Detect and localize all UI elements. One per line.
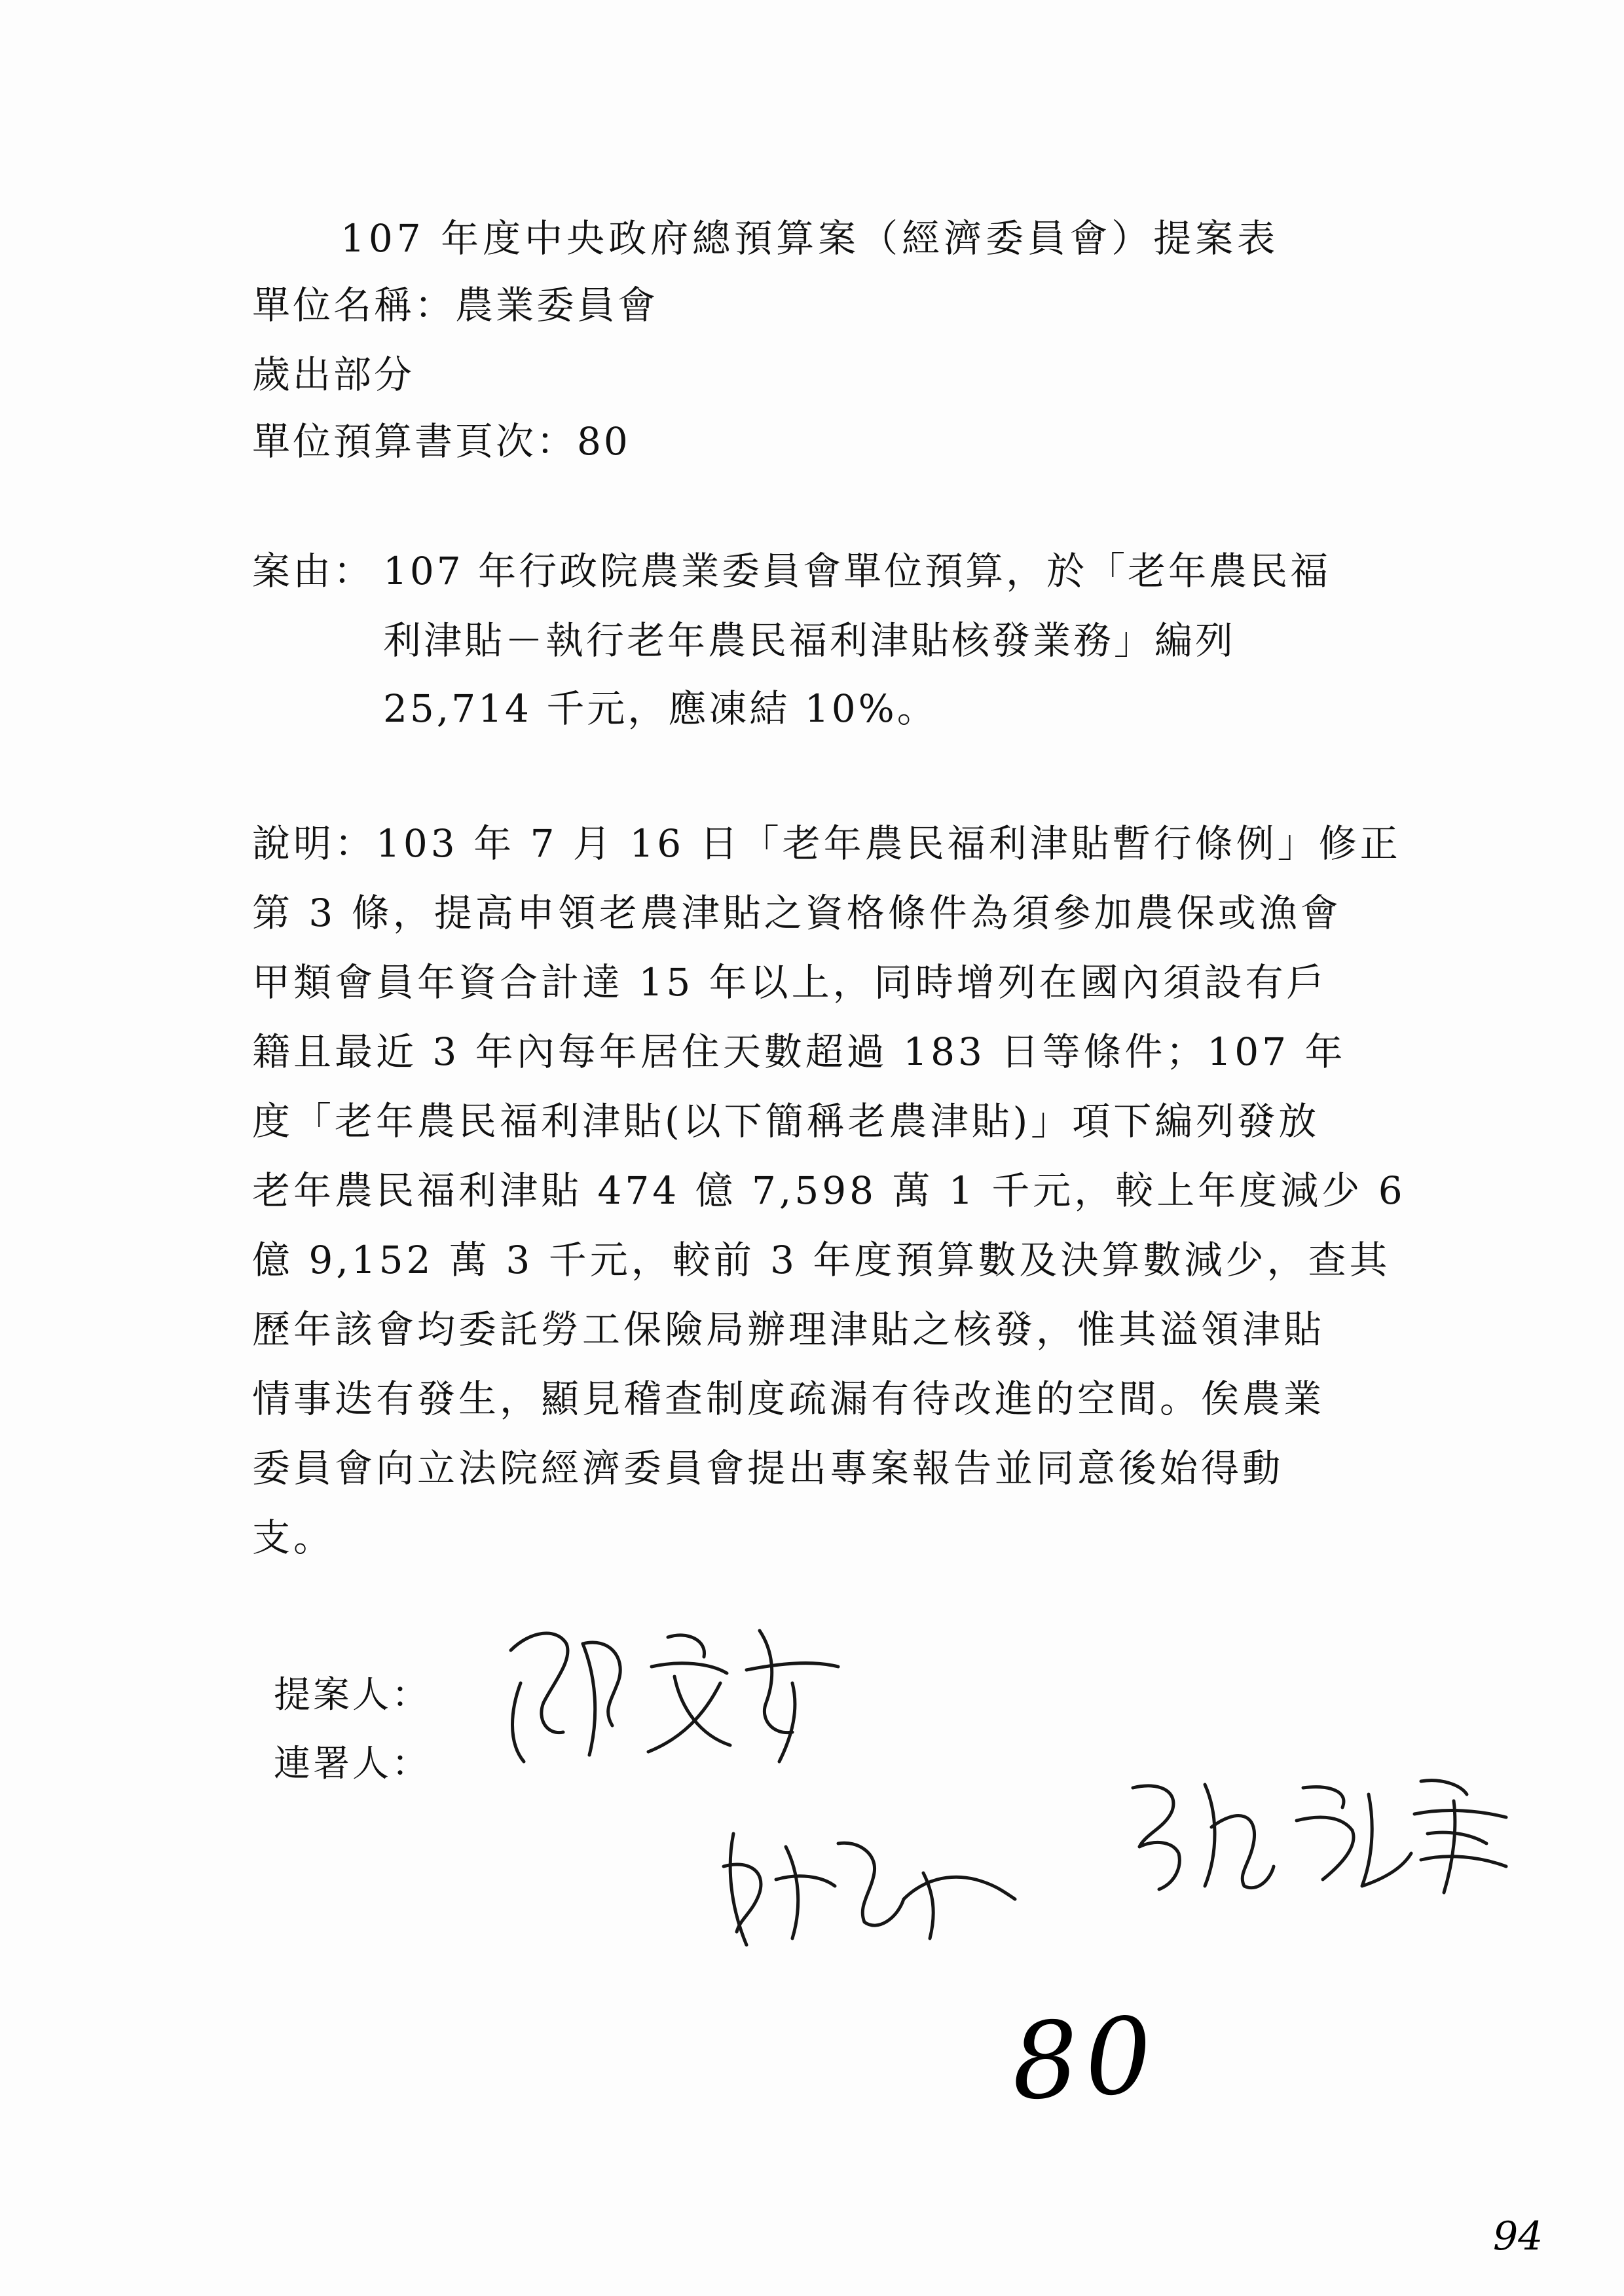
description-line-5: 度「老年農民福利津貼(以下簡稱老農津貼)」項下編列發放 bbox=[252, 1099, 1320, 1143]
description-line-10: 委員會向立法院經濟委員會提出專案報告並同意後始得動 bbox=[252, 1446, 1284, 1491]
budget-page-line: 單位預算書頁次：80 bbox=[252, 419, 631, 464]
description-line-8: 歷年該會均委託勞工保險局辦理津貼之核發，惟其溢領津貼 bbox=[252, 1307, 1325, 1352]
reason-line-3: 25,714 千元，應凍結 10%。 bbox=[383, 686, 938, 731]
description-line-3: 甲類會員年資合計達 15 年以上，同時增列在國內須設有戶 bbox=[252, 960, 1328, 1005]
cosigner-signature-2 bbox=[1113, 1755, 1519, 1906]
reason-line-2: 利津貼－執行老年農民福利津貼核發業務」編列 bbox=[383, 618, 1236, 663]
description-line-4: 籍且最近 3 年內每年居住天數超過 183 日等條件；107 年 bbox=[252, 1029, 1346, 1074]
reason-line-1: 107 年行政院農業委員會單位預算，於「老年農民福 bbox=[383, 549, 1331, 593]
reason-label: 案由： bbox=[252, 549, 375, 593]
handwritten-corner-number: 94 bbox=[1493, 2213, 1543, 2259]
cosigner-signature-1 bbox=[707, 1807, 1022, 1958]
handwritten-page-mark: 80 bbox=[1008, 1993, 1162, 2124]
description-line-7: 億 9,152 萬 3 千元，較前 3 年度預算數及決算數減少，查其 bbox=[252, 1238, 1391, 1282]
description-line-6: 老年農民福利津貼 474 億 7,598 萬 1 千元，較上年度減少 6 bbox=[252, 1168, 1406, 1213]
description-line-11: 支。 bbox=[252, 1515, 335, 1560]
description-line-2: 第 3 條，提高申領老農津貼之資格條件為須參加農保或漁會 bbox=[252, 891, 1342, 935]
unit-name-line: 單位名稱：農業委員會 bbox=[252, 283, 659, 327]
description-line-1: 說明：103 年 7 月 16 日「老年農民福利津貼暫行條例」修正 bbox=[252, 821, 1401, 866]
proposer-signature bbox=[485, 1604, 851, 1788]
document-title: 107 年度中央政府總預算案（經濟委員會）提案表 bbox=[341, 216, 1280, 261]
section-line: 歲出部分 bbox=[252, 352, 415, 397]
cosigner-label: 連署人： bbox=[274, 1743, 431, 1785]
proposer-label: 提案人： bbox=[274, 1674, 431, 1716]
description-line-9: 情事迭有發生，顯見稽查制度疏漏有待改進的空間。俟農業 bbox=[252, 1377, 1325, 1421]
